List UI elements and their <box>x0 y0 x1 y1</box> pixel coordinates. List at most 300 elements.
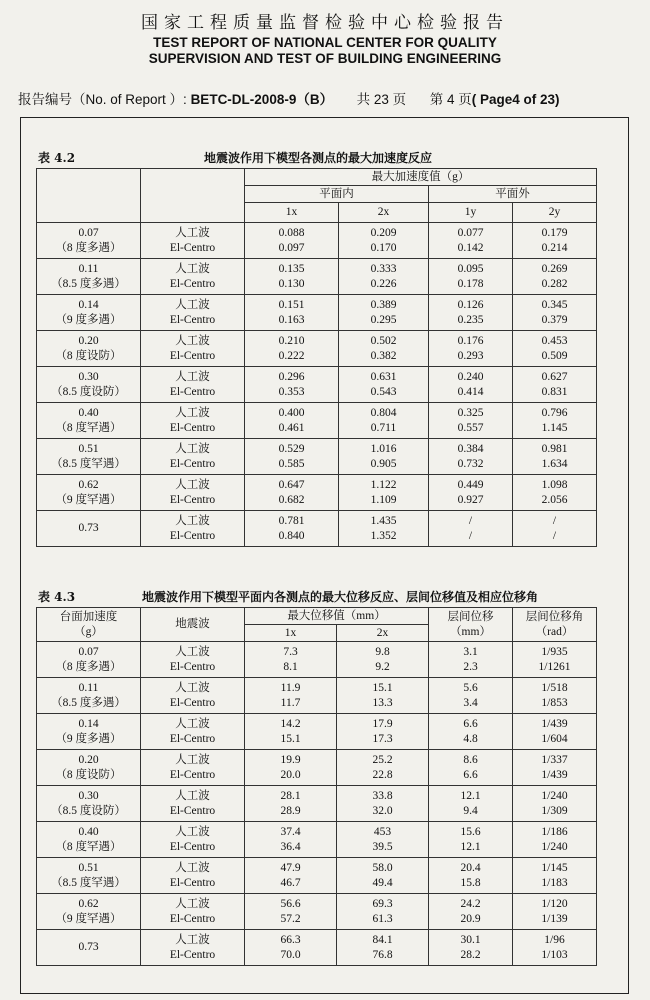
value-el-centro: 4.8 <box>463 732 478 745</box>
header-out-of-plane: 平面外 <box>429 186 597 203</box>
wave-name: El-Centro <box>169 349 216 362</box>
value-el-centro: 0.142 <box>457 241 484 254</box>
value-cell <box>429 259 513 295</box>
wave-name: 人工波 <box>175 897 210 910</box>
value-el-centro: 28.9 <box>280 804 301 817</box>
value-el-centro: 0.585 <box>278 457 305 470</box>
wave-name: El-Centro <box>169 241 216 254</box>
value-el-centro: 0.831 <box>541 385 568 398</box>
value-cell <box>339 403 429 439</box>
value-cell <box>513 367 597 403</box>
table-row <box>37 642 597 678</box>
wave-name: 人工波 <box>175 262 210 275</box>
value-cell <box>245 642 337 678</box>
value-cell <box>513 894 597 930</box>
value-artificial-wave: 8.6 <box>463 753 478 766</box>
value-artificial-wave: 453 <box>373 825 392 838</box>
wave-name: El-Centro <box>169 804 216 817</box>
value-cell <box>513 295 597 331</box>
value-el-centro: 12.1 <box>460 840 481 853</box>
value-artificial-wave: 1/439 <box>541 717 568 730</box>
value-el-centro: 36.4 <box>280 840 301 853</box>
value-artificial-wave: 6.6 <box>463 717 478 730</box>
value-artificial-wave: 0.176 <box>457 334 484 347</box>
value-el-centro: 8.1 <box>283 660 298 673</box>
header-table-acceleration-line2: （g） <box>74 625 103 638</box>
wave-name: 人工波 <box>175 717 210 730</box>
fortification-level: （8.5 度多遇） <box>51 277 126 290</box>
value-el-centro: 1/309 <box>541 804 568 817</box>
fortification-level: （8 度多遇） <box>55 241 122 254</box>
value-cell <box>429 822 513 858</box>
value-el-centro: 0.905 <box>370 457 397 470</box>
fortification-level: （8 度设防） <box>55 768 122 781</box>
acceleration-value: 0.11 <box>78 262 99 275</box>
value-el-centro: 0.543 <box>370 385 397 398</box>
acceleration-cell <box>37 822 141 858</box>
wave-cell <box>141 367 245 403</box>
fortification-level: （8.5 度罕遇） <box>51 457 126 470</box>
value-cell <box>245 678 337 714</box>
wave-name: 人工波 <box>175 478 210 491</box>
value-el-centro: 0.353 <box>278 385 305 398</box>
value-el-centro: 1/1261 <box>538 660 571 673</box>
value-artificial-wave: 5.6 <box>463 681 478 694</box>
value-cell <box>245 295 339 331</box>
value-cell <box>339 511 429 547</box>
value-el-centro: 1/439 <box>541 768 568 781</box>
value-artificial-wave: 0.384 <box>457 442 484 455</box>
fortification-level: （9 度罕遇） <box>55 912 122 925</box>
wave-name: El-Centro <box>169 313 216 326</box>
acceleration-cell <box>37 439 141 475</box>
value-cell <box>429 331 513 367</box>
value-cell <box>245 930 337 966</box>
value-el-centro: 3.4 <box>463 696 478 709</box>
value-cell <box>245 786 337 822</box>
value-artificial-wave: 1/96 <box>544 933 565 946</box>
acceleration-cell <box>37 295 141 331</box>
value-el-centro: 2.3 <box>463 660 478 673</box>
table-row <box>37 858 597 894</box>
fortification-level: （9 度多遇） <box>55 732 122 745</box>
value-artificial-wave: 58.0 <box>372 861 393 874</box>
value-el-centro: 61.3 <box>372 912 393 925</box>
header-disp-col-2x: 2x <box>337 625 429 642</box>
value-el-centro: / <box>468 529 473 542</box>
table-row <box>37 367 597 403</box>
value-el-centro: 28.2 <box>460 948 481 961</box>
value-artificial-wave: 0.647 <box>278 478 305 491</box>
acceleration-value: 0.62 <box>78 897 99 910</box>
value-cell <box>339 295 429 331</box>
acceleration-cell <box>37 678 141 714</box>
value-artificial-wave: 0.325 <box>457 406 484 419</box>
value-artificial-wave: 0.627 <box>541 370 568 383</box>
acceleration-cell <box>37 750 141 786</box>
value-el-centro: 6.6 <box>463 768 478 781</box>
value-el-centro: 15.8 <box>460 876 481 889</box>
value-el-centro: 0.557 <box>457 421 484 434</box>
value-el-centro: / <box>552 529 557 542</box>
value-artificial-wave: 0.126 <box>457 298 484 311</box>
value-el-centro: 1/103 <box>541 948 568 961</box>
value-artificial-wave: 3.1 <box>463 645 478 658</box>
wave-cell <box>141 475 245 511</box>
value-el-centro: 0.711 <box>370 421 397 434</box>
table-row <box>37 894 597 930</box>
acceleration-cell <box>37 259 141 295</box>
wave-name: El-Centro <box>169 696 216 709</box>
value-el-centro: 0.414 <box>457 385 484 398</box>
wave-name: 人工波 <box>175 370 210 383</box>
header-col-2y: 2y <box>513 203 597 223</box>
wave-name: El-Centro <box>169 529 216 542</box>
value-artificial-wave: 0.400 <box>278 406 305 419</box>
fortification-level: （9 度多遇） <box>55 313 122 326</box>
value-cell <box>513 714 597 750</box>
header-table-acceleration <box>37 608 141 642</box>
value-el-centro: 15.1 <box>280 732 301 745</box>
value-cell <box>513 403 597 439</box>
value-el-centro: 0.214 <box>541 241 568 254</box>
acceleration-value: 0.20 <box>78 753 99 766</box>
value-el-centro: 1.109 <box>370 493 397 506</box>
wave-cell <box>141 822 245 858</box>
value-cell <box>513 930 597 966</box>
value-el-centro: 11.7 <box>280 696 301 709</box>
wave-name: El-Centro <box>169 493 216 506</box>
acceleration-value: 0.14 <box>78 717 99 730</box>
wave-name: 人工波 <box>175 681 210 694</box>
value-artificial-wave: 0.389 <box>370 298 397 311</box>
value-artificial-wave: 1.016 <box>370 442 397 455</box>
wave-cell <box>141 894 245 930</box>
report-number: BETC-DL-2008-9（B） <box>190 92 334 107</box>
value-cell <box>245 750 337 786</box>
header-max-displacement: 最大位移值（mm） <box>245 608 429 625</box>
value-el-centro: 0.226 <box>370 277 397 290</box>
wave-name: El-Centro <box>169 421 216 434</box>
value-cell <box>337 822 429 858</box>
value-artificial-wave: 56.6 <box>280 897 301 910</box>
table-row <box>37 295 597 331</box>
value-cell <box>429 439 513 475</box>
fortification-level: （8.5 度多遇） <box>51 696 126 709</box>
value-cell <box>245 822 337 858</box>
value-cell <box>339 223 429 259</box>
value-el-centro: 0.461 <box>278 421 305 434</box>
value-artificial-wave: 0.449 <box>457 478 484 491</box>
value-el-centro: 0.130 <box>278 277 305 290</box>
table-row <box>37 678 597 714</box>
value-cell <box>513 511 597 547</box>
value-artificial-wave: 25.2 <box>372 753 393 766</box>
value-el-centro: 0.295 <box>370 313 397 326</box>
value-artificial-wave: 7.3 <box>283 645 298 658</box>
header-col-2x: 2x <box>339 203 429 223</box>
wave-name: 人工波 <box>175 933 210 946</box>
wave-name: 人工波 <box>175 442 210 455</box>
header-max-acceleration: 最大加速度值（g） <box>245 169 597 186</box>
value-el-centro: 2.056 <box>541 493 568 506</box>
acceleration-value: 0.51 <box>78 442 99 455</box>
value-artificial-wave: 0.077 <box>457 226 484 239</box>
wave-name: 人工波 <box>175 789 210 802</box>
acceleration-value: 0.40 <box>78 406 99 419</box>
table-4-3 <box>36 607 597 966</box>
wave-name: El-Centro <box>169 840 216 853</box>
acceleration-cell <box>37 894 141 930</box>
value-cell <box>245 714 337 750</box>
table-row <box>37 750 597 786</box>
value-cell <box>429 367 513 403</box>
value-el-centro: 1.352 <box>370 529 397 542</box>
table-4-2-corner-b <box>141 169 245 223</box>
value-el-centro: 0.840 <box>278 529 305 542</box>
value-el-centro: 20.9 <box>460 912 481 925</box>
value-cell <box>337 714 429 750</box>
value-artificial-wave: 1/518 <box>541 681 568 694</box>
value-el-centro: 76.8 <box>372 948 393 961</box>
value-artificial-wave: 0.781 <box>278 514 305 527</box>
value-el-centro: 0.282 <box>541 277 568 290</box>
wave-name: El-Centro <box>169 732 216 745</box>
wave-name: 人工波 <box>175 406 210 419</box>
value-artificial-wave: 0.796 <box>541 406 568 419</box>
value-artificial-wave: 17.9 <box>372 717 393 730</box>
value-el-centro: 0.170 <box>370 241 397 254</box>
value-cell <box>245 367 339 403</box>
value-cell <box>513 786 597 822</box>
wave-cell <box>141 642 245 678</box>
table-row <box>37 786 597 822</box>
value-artificial-wave: 1/935 <box>541 645 568 658</box>
table-4-2-caption: 地震波作用下模型各测点的最大加速度反应 <box>204 151 433 165</box>
value-artificial-wave: 47.9 <box>280 861 301 874</box>
acceleration-cell <box>37 642 141 678</box>
fortification-level: （8 度设防） <box>55 349 122 362</box>
value-cell <box>337 930 429 966</box>
fortification-level: （8 度罕遇） <box>55 421 122 434</box>
value-el-centro: 0.163 <box>278 313 305 326</box>
value-cell <box>339 367 429 403</box>
value-cell <box>513 858 597 894</box>
value-el-centro: 0.927 <box>457 493 484 506</box>
value-artificial-wave: 11.9 <box>280 681 301 694</box>
value-artificial-wave: 1/186 <box>541 825 568 838</box>
value-cell <box>429 894 513 930</box>
value-cell <box>429 678 513 714</box>
value-el-centro: 1.634 <box>541 457 568 470</box>
value-cell <box>337 894 429 930</box>
value-cell <box>245 475 339 511</box>
value-el-centro: 1.145 <box>541 421 568 434</box>
value-artificial-wave: 0.502 <box>370 334 397 347</box>
wave-name: 人工波 <box>175 298 210 311</box>
acceleration-value: 0.73 <box>78 941 99 953</box>
value-artificial-wave: 1/120 <box>541 897 568 910</box>
fortification-level: （8.5 度设防） <box>51 804 126 817</box>
value-el-centro: 9.2 <box>375 660 390 673</box>
header-story-drift-line1: 层间位移 <box>447 610 494 623</box>
wave-name: El-Centro <box>169 912 216 925</box>
table-row <box>37 714 597 750</box>
value-cell <box>245 259 339 295</box>
value-cell <box>513 223 597 259</box>
wave-name: 人工波 <box>175 334 210 347</box>
value-el-centro: 1/240 <box>541 840 568 853</box>
value-cell <box>339 331 429 367</box>
value-cell <box>339 259 429 295</box>
value-cell <box>513 822 597 858</box>
value-cell <box>429 750 513 786</box>
wave-name: 人工波 <box>175 226 210 239</box>
acceleration-value: 0.30 <box>78 370 99 383</box>
acceleration-value: 0.14 <box>78 298 99 311</box>
acceleration-value: 0.20 <box>78 334 99 347</box>
fortification-level: （8 度罕遇） <box>55 840 122 853</box>
value-artificial-wave: 0.529 <box>278 442 305 455</box>
report-title-en-line1: TEST REPORT OF NATIONAL CENTER FOR QUALITY <box>153 35 497 50</box>
value-cell <box>429 642 513 678</box>
value-cell <box>245 331 339 367</box>
acceleration-cell <box>37 511 141 547</box>
wave-cell <box>141 714 245 750</box>
wave-name: El-Centro <box>169 660 216 673</box>
value-artificial-wave: 33.8 <box>372 789 393 802</box>
wave-name: 人工波 <box>175 645 210 658</box>
wave-name: El-Centro <box>169 277 216 290</box>
value-cell <box>245 858 337 894</box>
value-artificial-wave: 1.435 <box>370 514 397 527</box>
value-el-centro: 1/139 <box>541 912 568 925</box>
value-artificial-wave: 69.3 <box>372 897 393 910</box>
table-4-3-number: 表 4.3 <box>38 590 76 604</box>
value-artificial-wave: 0.333 <box>370 262 397 275</box>
page-number: 第 4 页 <box>429 92 472 107</box>
value-el-centro: 39.5 <box>372 840 393 853</box>
value-artificial-wave: 0.981 <box>541 442 568 455</box>
value-artificial-wave: / <box>468 514 473 527</box>
table-row <box>37 223 597 259</box>
value-artificial-wave: 0.135 <box>278 262 305 275</box>
value-artificial-wave: 1/145 <box>541 861 568 874</box>
value-el-centro: 0.235 <box>457 313 484 326</box>
value-cell <box>513 678 597 714</box>
value-el-centro: 0.682 <box>278 493 305 506</box>
value-artificial-wave: 9.8 <box>375 645 390 658</box>
value-artificial-wave: 0.631 <box>370 370 397 383</box>
wave-name: El-Centro <box>169 457 216 470</box>
value-cell <box>245 511 339 547</box>
table-row <box>37 403 597 439</box>
wave-cell <box>141 858 245 894</box>
table-row <box>37 259 597 295</box>
value-el-centro: 1/604 <box>541 732 568 745</box>
acceleration-cell <box>37 858 141 894</box>
value-el-centro: 22.8 <box>372 768 393 781</box>
report-number-line <box>18 88 559 108</box>
table-row <box>37 511 597 547</box>
wave-name: El-Centro <box>169 768 216 781</box>
value-el-centro: 70.0 <box>280 948 301 961</box>
value-artificial-wave: 1.122 <box>370 478 397 491</box>
acceleration-cell <box>37 930 141 966</box>
value-cell <box>337 786 429 822</box>
page-number-en: ( Page4 of 23) <box>471 92 560 107</box>
wave-cell <box>141 786 245 822</box>
report-number-label: 报告编号（No. of Report ）: <box>18 92 187 107</box>
value-cell <box>245 403 339 439</box>
acceleration-value: 0.40 <box>78 825 99 838</box>
table-row <box>37 822 597 858</box>
value-artificial-wave: 12.1 <box>460 789 481 802</box>
value-el-centro: 1/853 <box>541 696 568 709</box>
value-cell <box>513 475 597 511</box>
acceleration-value: 0.07 <box>78 226 99 239</box>
value-artificial-wave: 0.088 <box>278 226 305 239</box>
table-row <box>37 331 597 367</box>
wave-cell <box>141 750 245 786</box>
value-artificial-wave: 28.1 <box>280 789 301 802</box>
value-cell <box>429 786 513 822</box>
total-pages: 共 23 页 <box>356 92 407 107</box>
value-cell <box>429 511 513 547</box>
wave-cell <box>141 511 245 547</box>
wave-name: El-Centro <box>169 385 216 398</box>
value-artificial-wave: 0.804 <box>370 406 397 419</box>
acceleration-cell <box>37 475 141 511</box>
wave-cell <box>141 678 245 714</box>
value-cell <box>513 259 597 295</box>
value-artificial-wave: 0.240 <box>457 370 484 383</box>
fortification-level: （8.5 度设防） <box>51 385 126 398</box>
value-artificial-wave: 0.151 <box>278 298 305 311</box>
header-in-plane: 平面内 <box>245 186 429 203</box>
value-cell <box>337 678 429 714</box>
acceleration-value: 0.62 <box>78 478 99 491</box>
value-artificial-wave: 20.4 <box>460 861 481 874</box>
value-artificial-wave: 19.9 <box>280 753 301 766</box>
wave-cell <box>141 930 245 966</box>
value-cell <box>429 403 513 439</box>
value-artificial-wave: 1/240 <box>541 789 568 802</box>
value-artificial-wave: 0.296 <box>278 370 305 383</box>
wave-name: 人工波 <box>175 753 210 766</box>
value-artificial-wave: 0.345 <box>541 298 568 311</box>
value-artificial-wave: 24.2 <box>460 897 481 910</box>
value-artificial-wave: 37.4 <box>280 825 301 838</box>
table-4-2 <box>36 168 597 547</box>
value-cell <box>513 750 597 786</box>
wave-cell <box>141 223 245 259</box>
value-cell <box>245 439 339 475</box>
value-cell <box>513 439 597 475</box>
header-seismic-wave: 地震波 <box>141 608 245 642</box>
fortification-level: （8 度多遇） <box>55 660 122 673</box>
value-artificial-wave: 0.453 <box>541 334 568 347</box>
table-4-3-caption: 地震波作用下模型平面内各测点的最大位移反应、层间位移值及相应位移角 <box>142 590 539 604</box>
acceleration-cell <box>37 331 141 367</box>
header-drift-angle <box>513 608 597 642</box>
table-row <box>37 930 597 966</box>
wave-name: El-Centro <box>169 948 216 961</box>
value-cell <box>339 439 429 475</box>
wave-name: 人工波 <box>175 825 210 838</box>
value-cell <box>337 750 429 786</box>
acceleration-value: 0.07 <box>78 645 99 658</box>
